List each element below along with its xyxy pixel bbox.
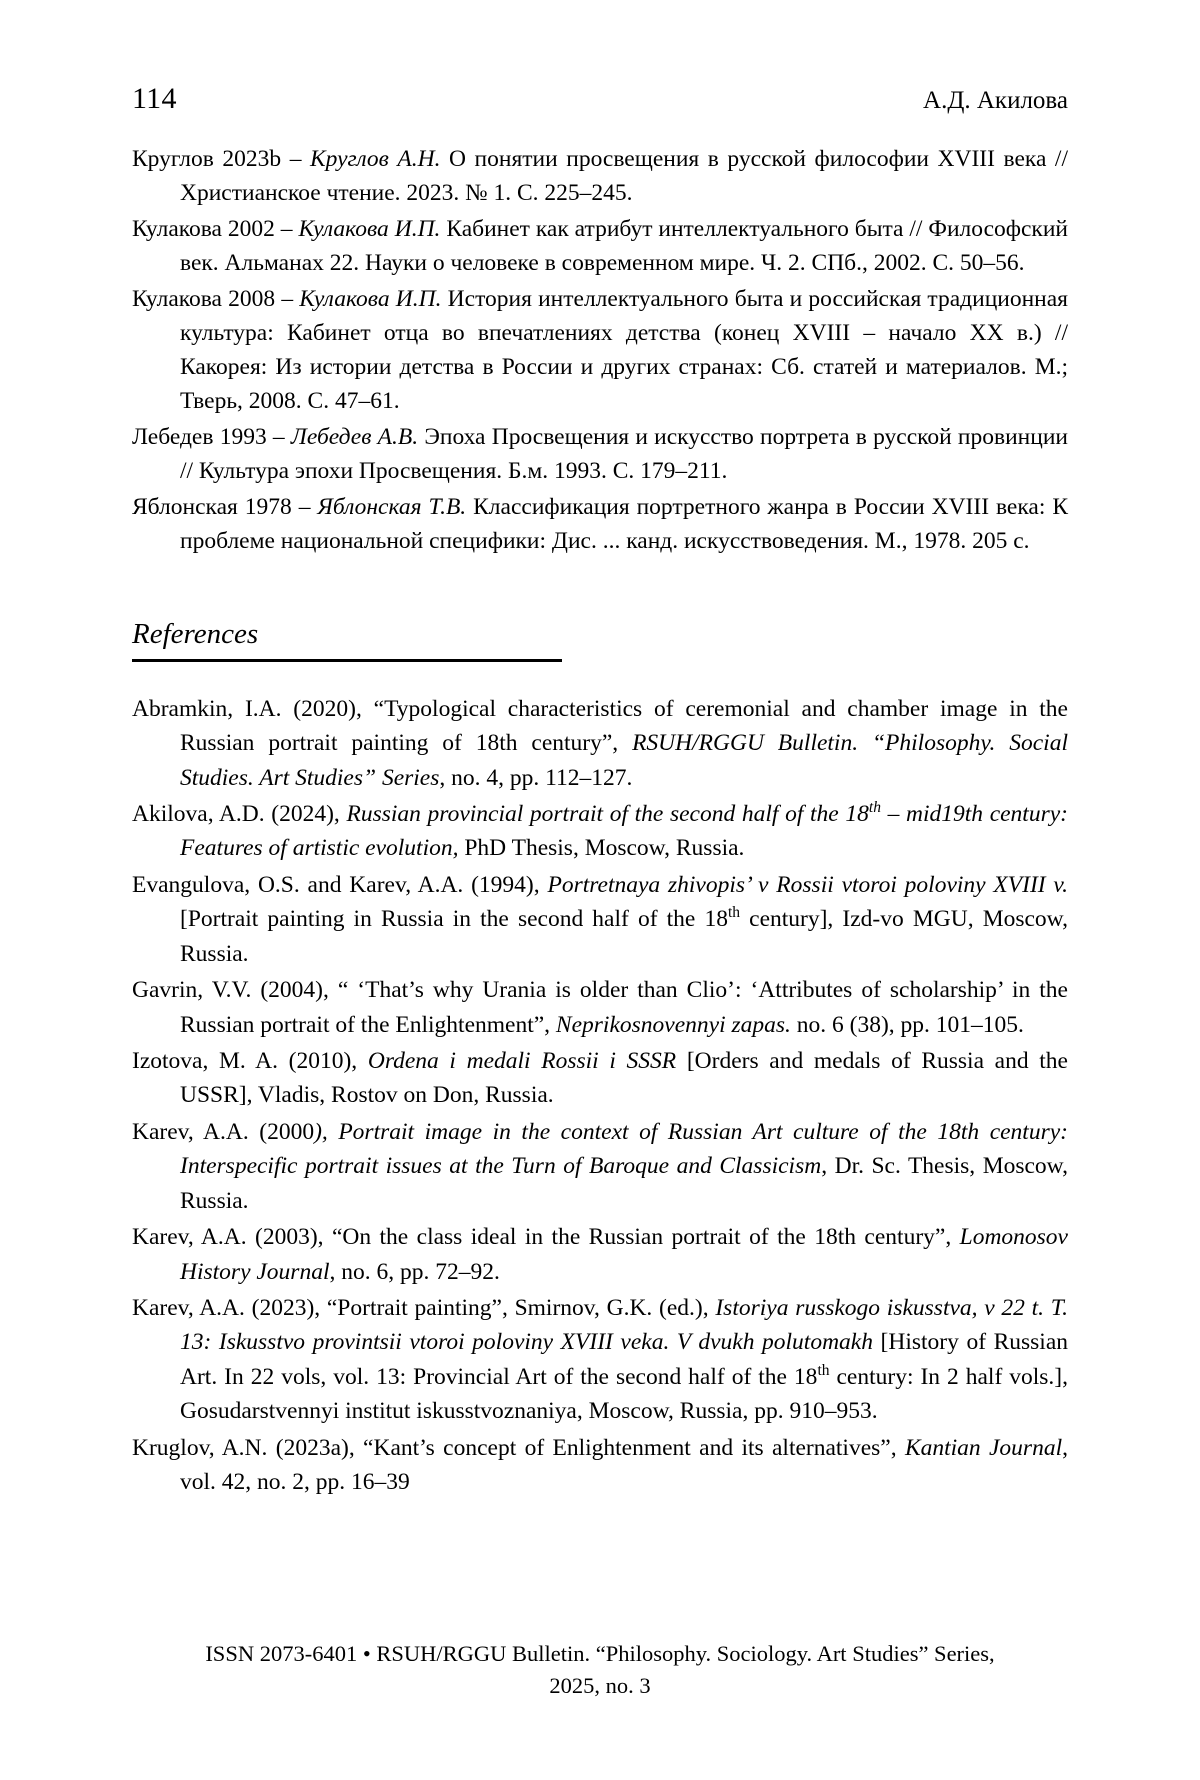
- list-item: Круглов 2023b – Круглов А.Н. О понятии просвещения в русской философии XVIII века // Христианское чтение. 2023. № 1. С. 225–245.: [132, 146, 1068, 207]
- list-item: Kruglov, A.N. (2023a), “Kant’s concept of Enlightenment and its alternatives”, Kantian Journal, vol. 42, no. 2, pp. 16–39: [132, 1434, 1068, 1496]
- running-head: [132, 0, 1068, 116]
- list-item: Izotova, M. A. (2010), Ordena i medali Rossii i SSSR [Orders and medals of Russia and the USSR], Vladis, Rostov on Don, Russia.: [132, 1047, 1068, 1109]
- list-item: Лебедев 1993 – Лебедев А.В. Эпоха Просвещения и искусство портрета в русской провинции // Культура эпохи Просвещения. Б.м. 1993. С. 179–211.: [132, 424, 1068, 485]
- list-item: Gavrin, V.V. (2004), “ ‘That’s why Urania is older than Clio’: ‘Attributes of scholarship’ in the Russian portrait of the Enlightenment”, Neprikosnovennyi zapas. no. 6 (38), pp. 101–105.: [132, 977, 1068, 1038]
- heading-rule: [132, 659, 562, 662]
- list-item: Кулакова 2002 – Кулакова И.П. Кабинет как атрибут интеллектуального быта // Философский век. Альманах 22. Науки о человеке в современном мире. Ч. 2. СПб., 2002. С. 50–56.: [132, 215, 1068, 277]
- list-item: Abramkin, I.A. (2020), “Typological characteristics of ceremonial and chamber image in the Russian portrait painting of 18th century”, RSUH/RGGU Bulletin. “Philosophy. Social Studies. Art Studies” Series, no. 4, pp. 112–127.: [132, 695, 1068, 791]
- list-item: Karev, A.A. (2003), “On the class ideal in the Russian portrait of the 18th century”, Lomonosov History Journal, no. 6, pp. 72–92.: [132, 1224, 1068, 1285]
- list-item: Karev, A.A. (2000), Portrait image in the context of Russian Art culture of the 18th century: Interspecific portrait issues at the Turn of Baroque and Classicism, Dr. Sc. Thesis, Moscow, Russia.: [132, 1118, 1068, 1214]
- footer-line-2: 2025, no. 3: [549, 1673, 651, 1699]
- list-item: Кулакова 2008 – Кулакова И.П. История интеллектуального быта и российская традиционная культура: Кабинет отца во впечатлениях детства (конец XVIII – начало XX в.) // Какорея: Из истории детства в России и других странах: Сб. статей и материалов. М.; Тверь, 2008. С. 47–61.: [132, 285, 1068, 415]
- russian-reference-list: [132, 142, 1068, 558]
- english-reference-list: [132, 692, 1068, 1500]
- references-heading-block: [132, 618, 1068, 662]
- footer-line-1: ISSN 2073-6401 • RSUH/RGGU Bulletin. “Philosophy. Sociology. Art Studies” Series,: [205, 1641, 995, 1667]
- list-item: Evangulova, O.S. and Karev, A.A. (1994), Portretnaya zhivopis’ v Rossii vtoroi poloviny XVIII v. [Portrait painting in Russia in the second half of the 18th century], Izd-vo MGU, Moscow, Russia.: [132, 871, 1068, 967]
- page-number: 114: [132, 82, 177, 115]
- list-item: Karev, A.A. (2023), “Portrait painting”, Smirnov, G.K. (ed.), Istoriya russkogo iskusstva, v 22 t. T. 13: Iskusstvo provintsii vtoroi poloviny XVIII veka. V dvukh polutomakh [History of Russian Art. In 22 vols, vol. 13: Provincial Art of the second half of the 18th century: In 2 half vols.], Gosudarstvennyi institut iskusstvoznaniya, Moscow, Russia, pp. 910–953.: [132, 1294, 1068, 1425]
- page-footer: [0, 1638, 1200, 1702]
- running-head-author: А.Д. Акилова: [923, 87, 1068, 114]
- list-item: Akilova, A.D. (2024), Russian provincial portrait of the second half of the 18th – mid19th century: Features of artistic evolution, PhD Thesis, Moscow, Russia.: [132, 799, 1068, 862]
- list-item: Яблонская 1978 – Яблонская Т.В. Классификация портретного жанра в России XVIII века: К проблеме национальной специфики: Дис. ... канд. искусствоведения. М., 1978. 205 с.: [132, 493, 1068, 555]
- section-title: References: [132, 618, 259, 651]
